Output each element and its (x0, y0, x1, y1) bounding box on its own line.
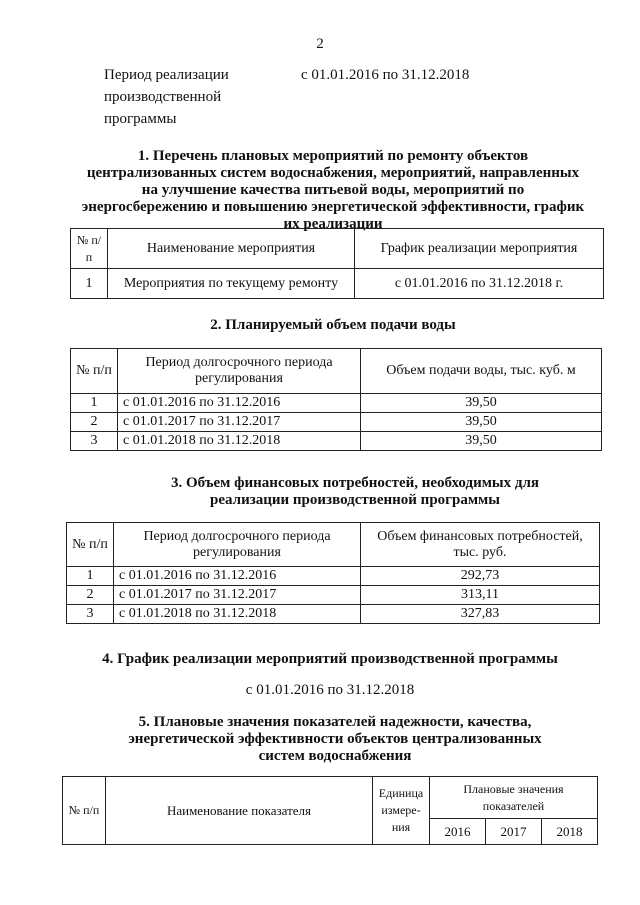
s3-cell-num: 3 (67, 605, 114, 624)
period-value: с 01.01.2016 по 31.12.2018 (301, 67, 470, 83)
section4-period: с 01.01.2016 по 31.12.2018 (245, 682, 415, 698)
section5-table (62, 776, 598, 845)
s2-header-period: Период долгосрочного периода регулирования (118, 349, 361, 394)
s3-cell-finance: 327,83 (361, 605, 600, 624)
s2-cell-volume: 39,50 (361, 432, 602, 451)
s5-header-planned: Плановые значения показателей (430, 777, 598, 819)
s3-cell-finance: 313,11 (361, 586, 600, 605)
page-number: 2 (316, 36, 324, 52)
s2-cell-num: 3 (71, 432, 118, 451)
s2-cell-num: 2 (71, 413, 118, 432)
s5-year-2017: 2017 (486, 819, 542, 845)
s5-header-unit: Единица измере-ния (373, 777, 430, 845)
s3-cell-period: с 01.01.2016 по 31.12.2016 (114, 567, 361, 586)
s1-cell-name: Мероприятия по текущему ремонту (108, 269, 355, 299)
s3-cell-period: с 01.01.2017 по 31.12.2017 (114, 586, 361, 605)
s5-header-name: Наименование показателя (106, 777, 373, 845)
table-row (71, 269, 604, 299)
s1-header-num: № п/п (71, 229, 108, 269)
s1-cell-num: 1 (71, 269, 108, 299)
s5-year-2016: 2016 (430, 819, 486, 845)
section3-table (66, 522, 600, 624)
s2-cell-period: с 01.01.2016 по 31.12.2016 (118, 394, 361, 413)
s1-header-name: Наименование мероприятия (108, 229, 355, 269)
s5-year-2018: 2018 (542, 819, 598, 845)
s2-cell-period: с 01.01.2018 по 31.12.2018 (118, 432, 361, 451)
table-row (67, 567, 600, 586)
s3-header-num: № п/п (67, 523, 114, 567)
table-row (71, 394, 602, 413)
s2-cell-num: 1 (71, 394, 118, 413)
s2-header-num: № п/п (71, 349, 118, 394)
s2-header-volume: Объем подачи воды, тыс. куб. м (361, 349, 602, 394)
table-row (67, 605, 600, 624)
section2-table (70, 348, 602, 451)
table-row (67, 586, 600, 605)
table-row (71, 432, 602, 451)
table-row (71, 413, 602, 432)
s3-cell-num: 2 (67, 586, 114, 605)
section1-table (70, 228, 604, 299)
s1-cell-schedule: с 01.01.2016 по 31.12.2018 г. (355, 269, 604, 299)
s3-cell-period: с 01.01.2018 по 31.12.2018 (114, 605, 361, 624)
section4-heading: 4. График реализации мероприятий производственной программы (102, 651, 558, 667)
period-label: Период реализации производственной программы (104, 67, 229, 127)
s2-cell-period: с 01.01.2017 по 31.12.2017 (118, 413, 361, 432)
section2-heading: 2. Планируемый объем подачи воды (210, 317, 456, 333)
section5-heading: 5. Плановые значения показателей надежности, качества, энергетической эффективности объектов централизованных систем водоснабжения (128, 714, 542, 764)
s3-cell-finance: 292,73 (361, 567, 600, 586)
s1-header-schedule: График реализации мероприятия (355, 229, 604, 269)
s5-header-num: № п/п (63, 777, 106, 845)
section1-heading: 1. Перечень плановых мероприятий по ремонту объектов централизованных систем водоснабжения, мероприятий, направленных на улучшение качества питьевой воды, мероприятий по энергосбережению и повышению энергетической эффективности, график их реализации (81, 148, 585, 232)
s3-header-period: Период долгосрочного периода регулирования (114, 523, 361, 567)
s2-cell-volume: 39,50 (361, 394, 602, 413)
section3-heading: 3. Объем финансовых потребностей, необходимых для реализации производственной программы (170, 475, 540, 508)
s3-cell-num: 1 (67, 567, 114, 586)
s3-header-finance: Объем финансовых потребностей, тыс. руб. (361, 523, 600, 567)
s2-cell-volume: 39,50 (361, 413, 602, 432)
